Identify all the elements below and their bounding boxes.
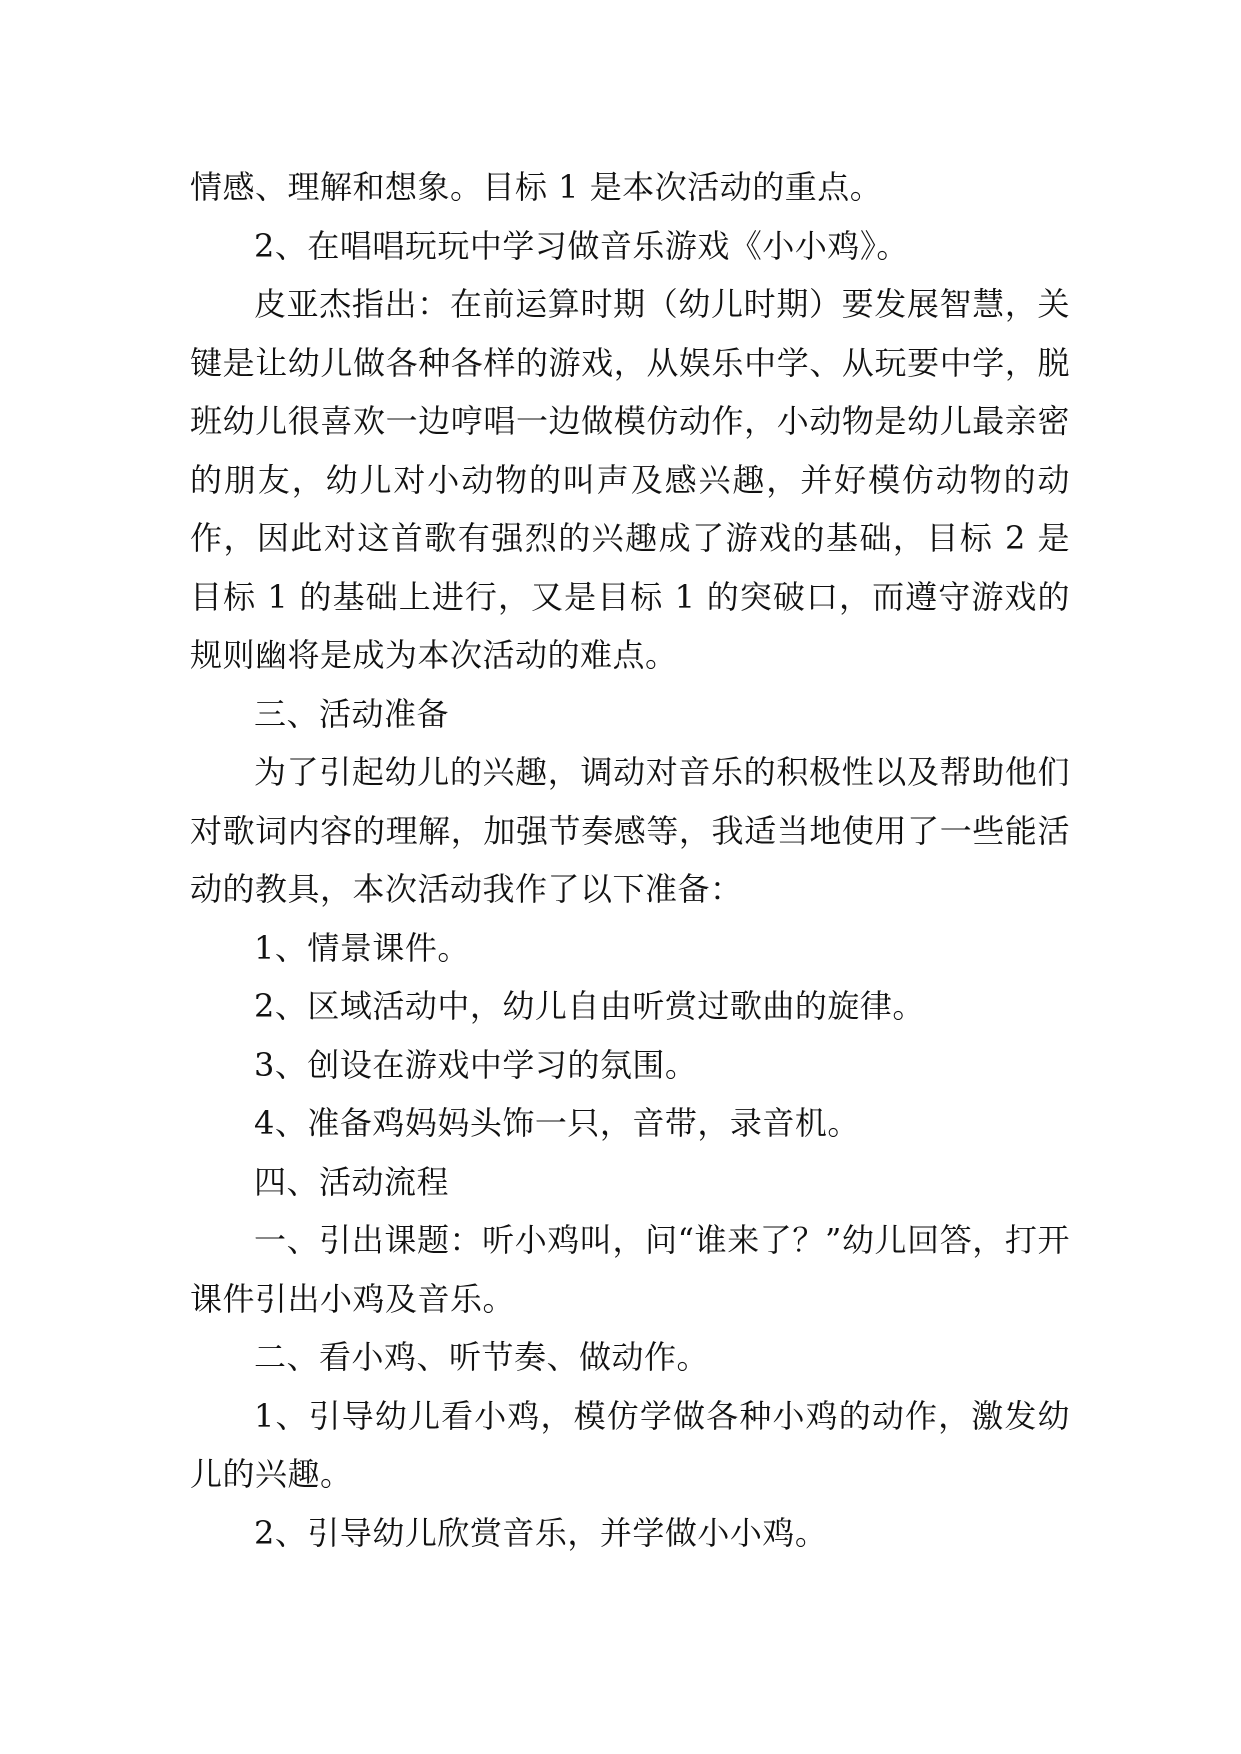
list-item-preparation-4: 4、准备鸡妈妈头饰一只，音带，录音机。 xyxy=(254,1104,860,1142)
list-item-preparation-3: 3、创设在游戏中学习的氛围。 xyxy=(254,1045,698,1084)
list-item-process-1: 1、引导幼儿看小鸡，模仿学做各种小鸡的动作，激发幼儿的兴趣。 xyxy=(190,1396,1070,1493)
paragraph-process-step-1: 一、引出课题：听小鸡叫，问“谁来了？”幼儿回答，打开课件引出小鸡及音乐。 xyxy=(190,1221,1070,1318)
document-body xyxy=(190,158,1070,1562)
paragraph-goal-2: 2、在唱唱玩玩中学习做音乐游戏《小小鸡》。 xyxy=(254,226,909,265)
paragraph-process-step-2: 二、看小鸡、听节奏、做动作。 xyxy=(254,1338,710,1376)
section-heading-process: 四、活动流程 xyxy=(254,1162,450,1201)
paragraph-preparation-intro: 为了引起幼儿的兴趣，调动对音乐的积极性以及帮助他们对歌词内容的理解，加强节奏感等，我适当地使用了一些能活动的教具，本次活动我作了以下准备： xyxy=(190,753,1070,908)
section-heading-preparation: 三、活动准备 xyxy=(254,694,450,733)
list-item-process-2: 2、引导幼儿欣赏音乐，并学做小小鸡。 xyxy=(254,1513,828,1552)
paragraph-goal-focus: 情感、理解和想象。目标 1 是本次活动的重点。 xyxy=(190,168,883,206)
paragraph-piaget: 皮亚杰指出：在前运算时期（幼儿时期）要发展智慧，关键是让幼儿做各种各样的游戏，从娱乐中学、从玩要中学，脱班幼儿很喜欢一边哼唱一边做模仿动作，小动物是幼儿最亲密的朋友，幼儿对小动物的叫声及感兴趣，并好模仿动物的动作，因此对这首歌有强烈的兴趣成了游戏的基础，目标 2 是目标 1 的基础上进行，又是目标 1 的突破口，而遵守游戏的规则幽将是成为本次活动的难点。 xyxy=(190,285,1070,674)
list-item-preparation-1: 1、情景课件。 xyxy=(254,928,470,967)
list-item-preparation-2: 2、区域活动中，幼儿自由听赏过歌曲的旋律。 xyxy=(254,987,925,1025)
